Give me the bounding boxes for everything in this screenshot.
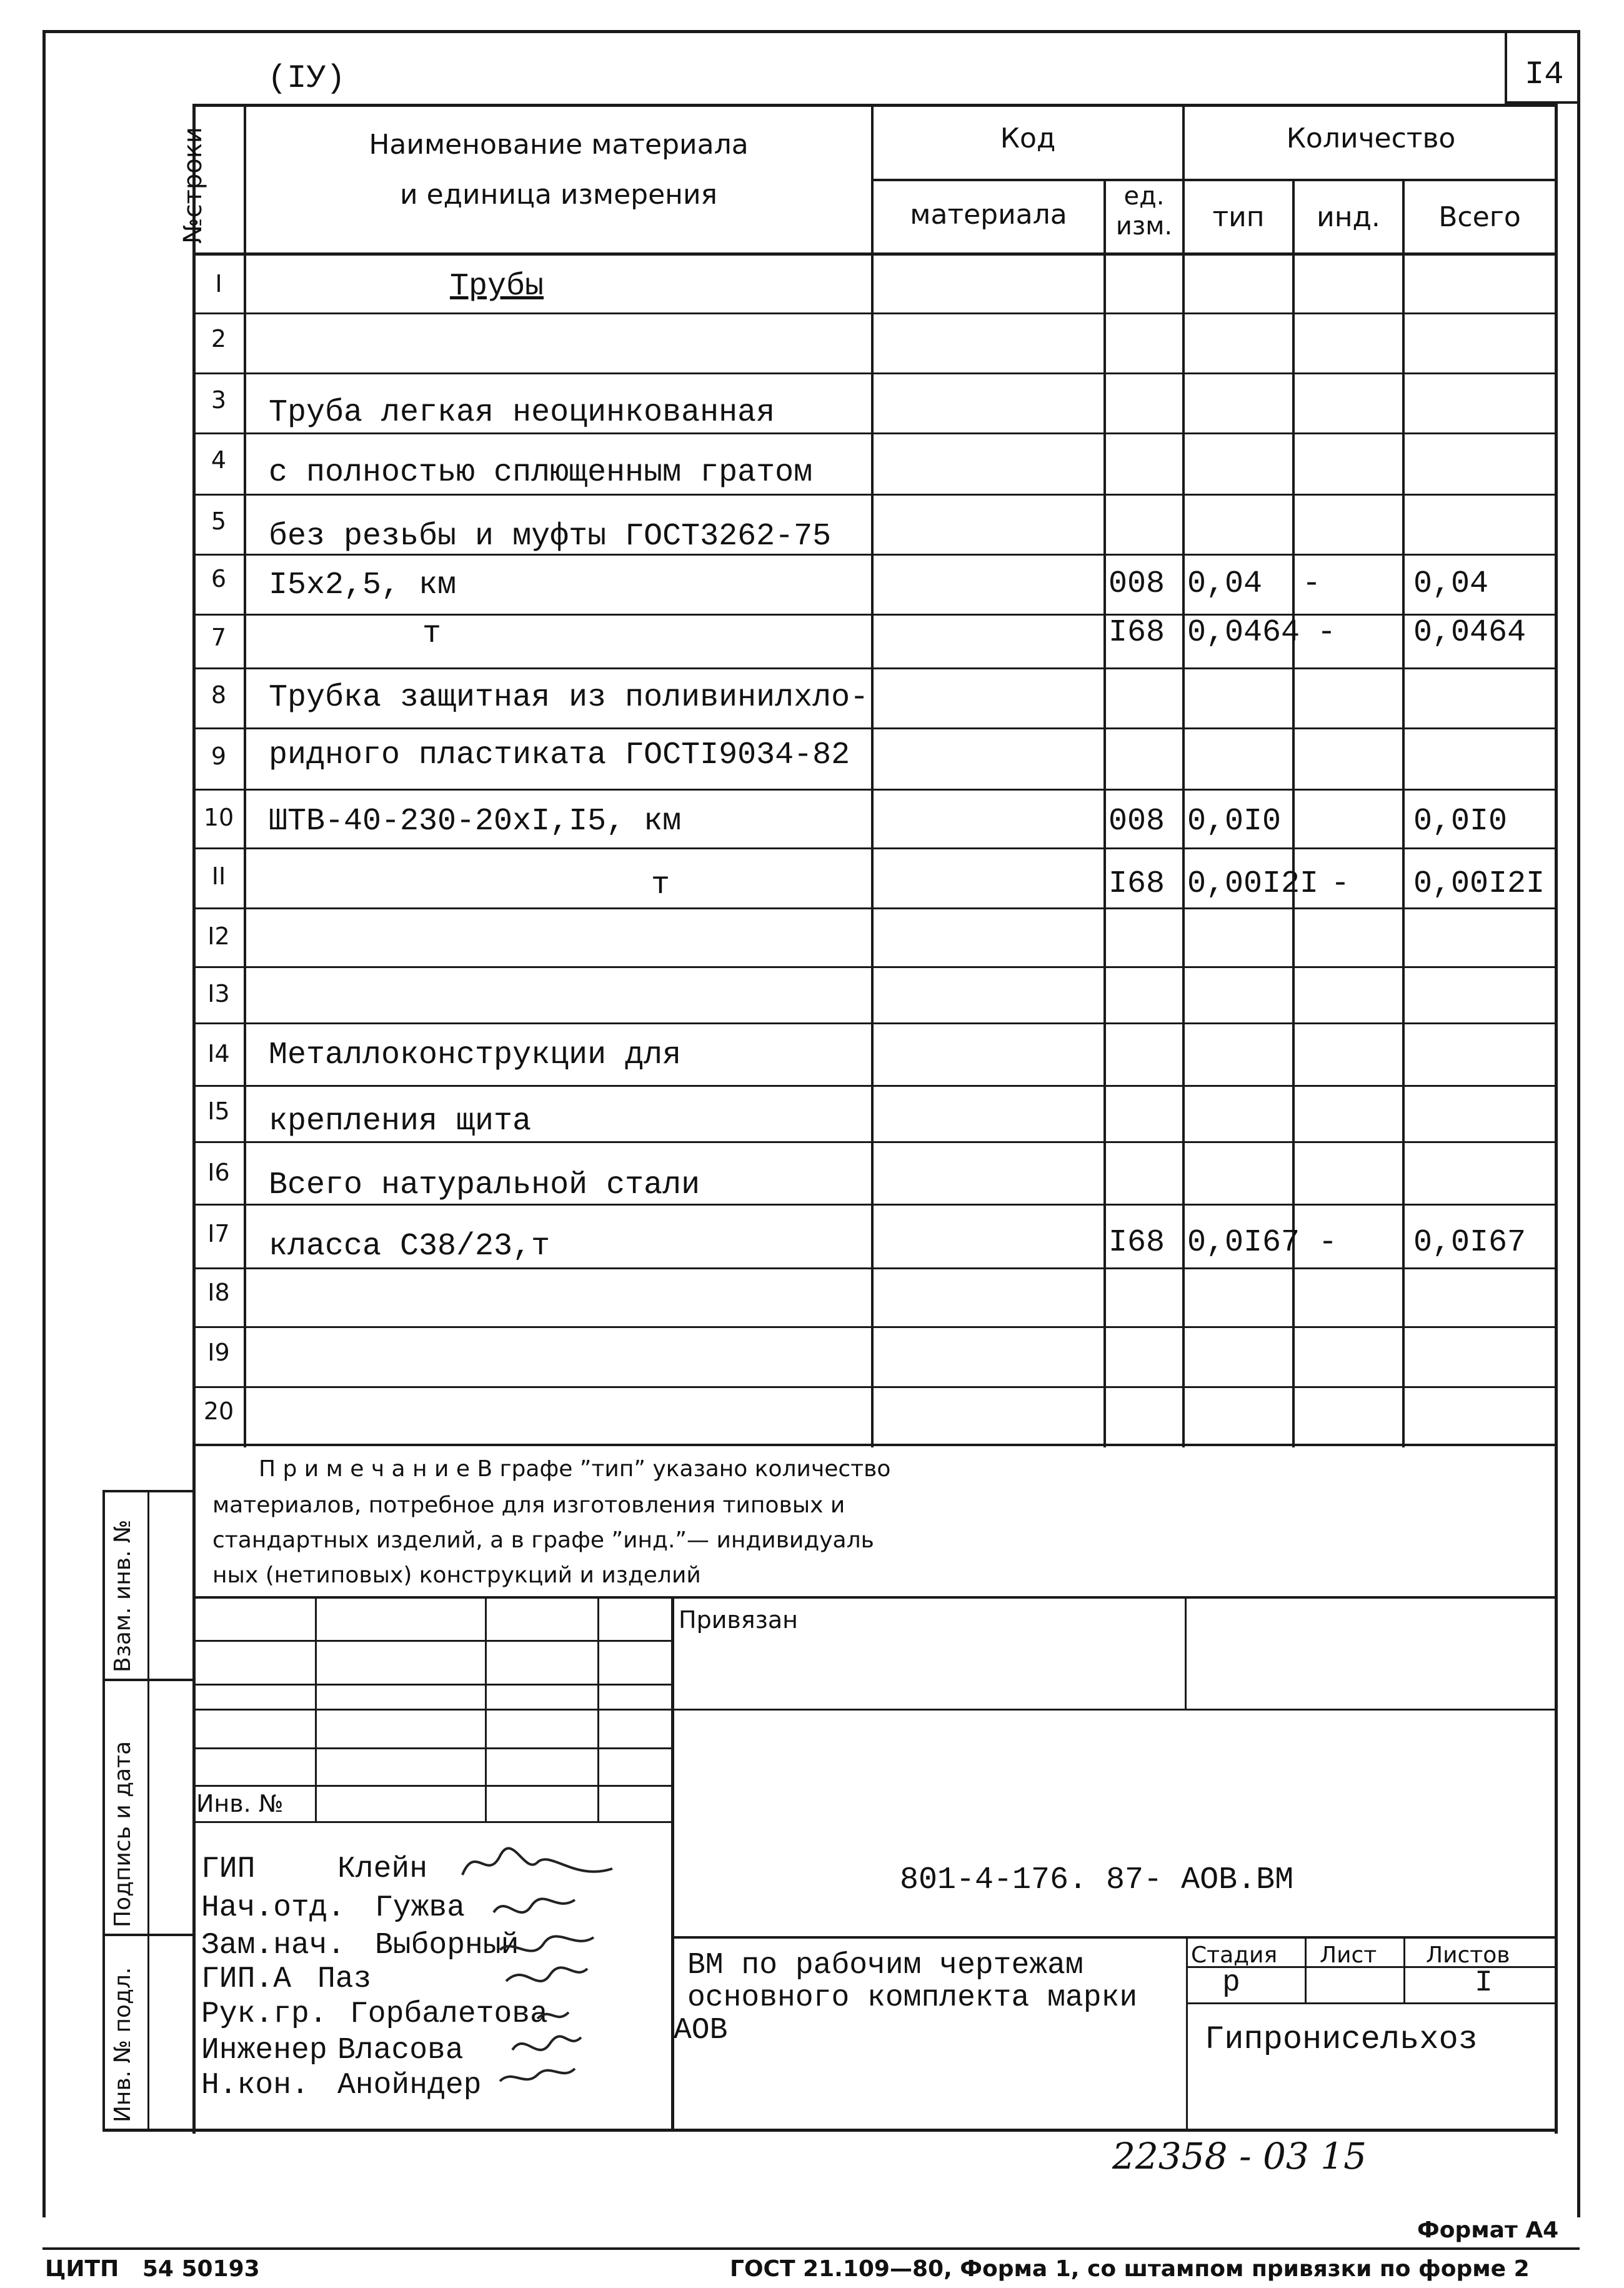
header-quantity: Количество <box>1286 122 1456 154</box>
row-number: 20 <box>203 1397 234 1425</box>
row-type-qty: 0,0I67 <box>1187 1225 1300 1261</box>
row-ind-qty: - <box>1302 566 1322 602</box>
row-type-qty: 0,04 <box>1187 566 1263 602</box>
row-total-qty: 0,0I0 <box>1413 804 1508 839</box>
person-role: Инженер <box>201 2034 327 2067</box>
row-number: I4 <box>207 1040 230 1067</box>
row-total-qty: 0,00I2I <box>1413 866 1545 902</box>
title-line: основного комплекта марки <box>687 1981 1138 2015</box>
row-number: I3 <box>207 980 230 1007</box>
row-name: крепления щита <box>269 1104 532 1139</box>
row-name: т <box>422 616 442 652</box>
footer-right: ГОСТ 21.109—80, Форма 1, со штампом привязки по форме 2 <box>730 2256 1530 2282</box>
person-role: ГИП <box>201 1852 256 1886</box>
header-unit-line1: ед. <box>1123 182 1165 211</box>
row-total-qty: 0,0464 <box>1413 615 1527 651</box>
footer-left: ЦИТП 54 50193 <box>45 2256 260 2282</box>
row-type-qty: 0,00I2I <box>1187 866 1319 902</box>
drawing-designation: 801-4-176. 87- АОВ.ВМ <box>900 1862 1294 1898</box>
person-role: Н.кон. <box>201 2069 309 2102</box>
note-line: стандартных изделий, а в графе ”инд.”— индивидуаль <box>212 1527 874 1553</box>
row-number: 3 <box>211 386 227 414</box>
row-unit-code: I68 <box>1108 866 1165 902</box>
row-name: Металлоконструкции для <box>269 1037 682 1073</box>
person-name: Горбалетова <box>350 1997 548 2031</box>
row-number: I9 <box>207 1339 230 1366</box>
person-role: ГИП.А <box>201 1962 292 1996</box>
row-total-qty: 0,0I67 <box>1413 1225 1527 1261</box>
row-type-qty: 0,0I0 <box>1187 804 1282 839</box>
row-ind-qty: - <box>1331 866 1350 902</box>
side-label-vzam: Взам. инв. № <box>110 1519 136 1672</box>
row-unit-code: I68 <box>1108 1225 1165 1261</box>
person-name: Клейн <box>337 1852 428 1886</box>
note-line: материалов, потребное для изготовления типовых и <box>212 1492 845 1518</box>
person-name: Паз <box>317 1962 372 1996</box>
frame-right <box>1577 30 1580 2217</box>
sheet-number: I4 <box>1525 56 1564 93</box>
row-unit-code: 008 <box>1108 804 1165 839</box>
row-number: 2 <box>211 325 227 352</box>
row-name: I5x2,5, км <box>269 567 457 603</box>
row-number: 5 <box>211 507 227 535</box>
header-material: материала <box>910 199 1067 231</box>
row-number: I6 <box>207 1159 230 1186</box>
frame-left <box>42 30 46 2217</box>
side-label-inv-podl: Инв. № подл. <box>110 1967 136 2122</box>
handwritten-number: 22358 - 03 15 <box>1112 2135 1367 2177</box>
row-number: I2 <box>207 922 230 950</box>
header-row-no: №строки <box>179 127 207 244</box>
signature-marks <box>450 1837 637 2100</box>
note-line: П р и м е ч а н и е В графе ”тип” указано количество <box>259 1456 891 1482</box>
header-ind: инд. <box>1317 201 1380 233</box>
row-name: ШТВ-40-230-20xI,I5, км <box>269 804 682 839</box>
format-label: Формат А4 <box>1417 2217 1559 2243</box>
row-number: 9 <box>211 742 227 770</box>
header-type: тип <box>1212 201 1265 233</box>
row-number: 7 <box>211 624 227 651</box>
person-role: Нач.отд. <box>201 1891 346 1925</box>
sheets-label: Листов <box>1426 1942 1510 1968</box>
person-name: Анойндер <box>337 2069 482 2102</box>
frame-top <box>42 30 1580 33</box>
stage-value: р <box>1222 1966 1240 2000</box>
stage-label: Стадия <box>1191 1942 1278 1968</box>
person-name: Гужва <box>375 1891 466 1925</box>
person-name: Выборный <box>375 1929 519 1962</box>
sheet-label: Лист <box>1320 1942 1377 1968</box>
side-label-podpis: Подпись и дата <box>110 1741 136 1927</box>
sheets-value: I <box>1475 1966 1493 2000</box>
row-total-qty: 0,04 <box>1413 566 1489 602</box>
row-name: Трубы <box>450 269 544 304</box>
row-ind-qty: - <box>1317 615 1337 651</box>
row-name: т <box>651 867 670 903</box>
note-line: ных (нетиповых) конструкций и изделий <box>212 1562 701 1588</box>
header-total: Всего <box>1438 201 1521 233</box>
privyazan-label: Привязан <box>679 1606 798 1634</box>
row-number: 4 <box>211 446 227 474</box>
row-unit-code: I68 <box>1108 615 1165 651</box>
row-name: Труба легкая неоцинкованная <box>269 395 775 431</box>
header-name-line1: Наименование материала <box>369 129 749 161</box>
row-number: I7 <box>207 1220 230 1247</box>
row-number: I5 <box>207 1097 230 1125</box>
row-number: 8 <box>211 681 227 709</box>
row-name: с полностью сплющенным гратом <box>269 455 813 491</box>
row-number: I <box>215 270 222 297</box>
row-name: Трубка защитная из поливинилхло- <box>269 680 869 716</box>
row-ind-qty: - <box>1318 1225 1338 1261</box>
header-unit-line2: изм. <box>1115 212 1173 241</box>
row-name: Всего натуральной стали <box>269 1167 700 1203</box>
row-name: без резьбы и муфты ГОСТ3262-75 <box>269 519 832 554</box>
section-mark: (IУ) <box>267 60 346 97</box>
row-name: класса С38/23,т <box>269 1229 550 1264</box>
person-role: Рук.гр. <box>201 1997 327 2031</box>
row-number: 10 <box>203 804 234 831</box>
sheet-box-left <box>1505 30 1507 104</box>
header-name-line2: и единица измерения <box>399 179 718 211</box>
title-line: АОВ <box>674 2014 728 2047</box>
inv-no-label: Инв. № <box>196 1790 284 1817</box>
row-number: II <box>211 862 226 890</box>
row-number: 6 <box>211 565 227 592</box>
row-name: ридного пластиката ГОСТI9034-82 <box>269 737 850 773</box>
row-number: I8 <box>207 1279 230 1306</box>
person-role: Зам.нач. <box>201 1929 346 1962</box>
header-code: Код <box>1000 122 1056 154</box>
row-type-qty: 0,0464 <box>1187 615 1300 651</box>
organization: Гипронисельхоз <box>1205 2021 1478 2058</box>
row-unit-code: 008 <box>1108 566 1165 602</box>
person-name: Власова <box>337 2034 464 2067</box>
title-line: ВМ по рабочим чертежам <box>687 1949 1083 1982</box>
